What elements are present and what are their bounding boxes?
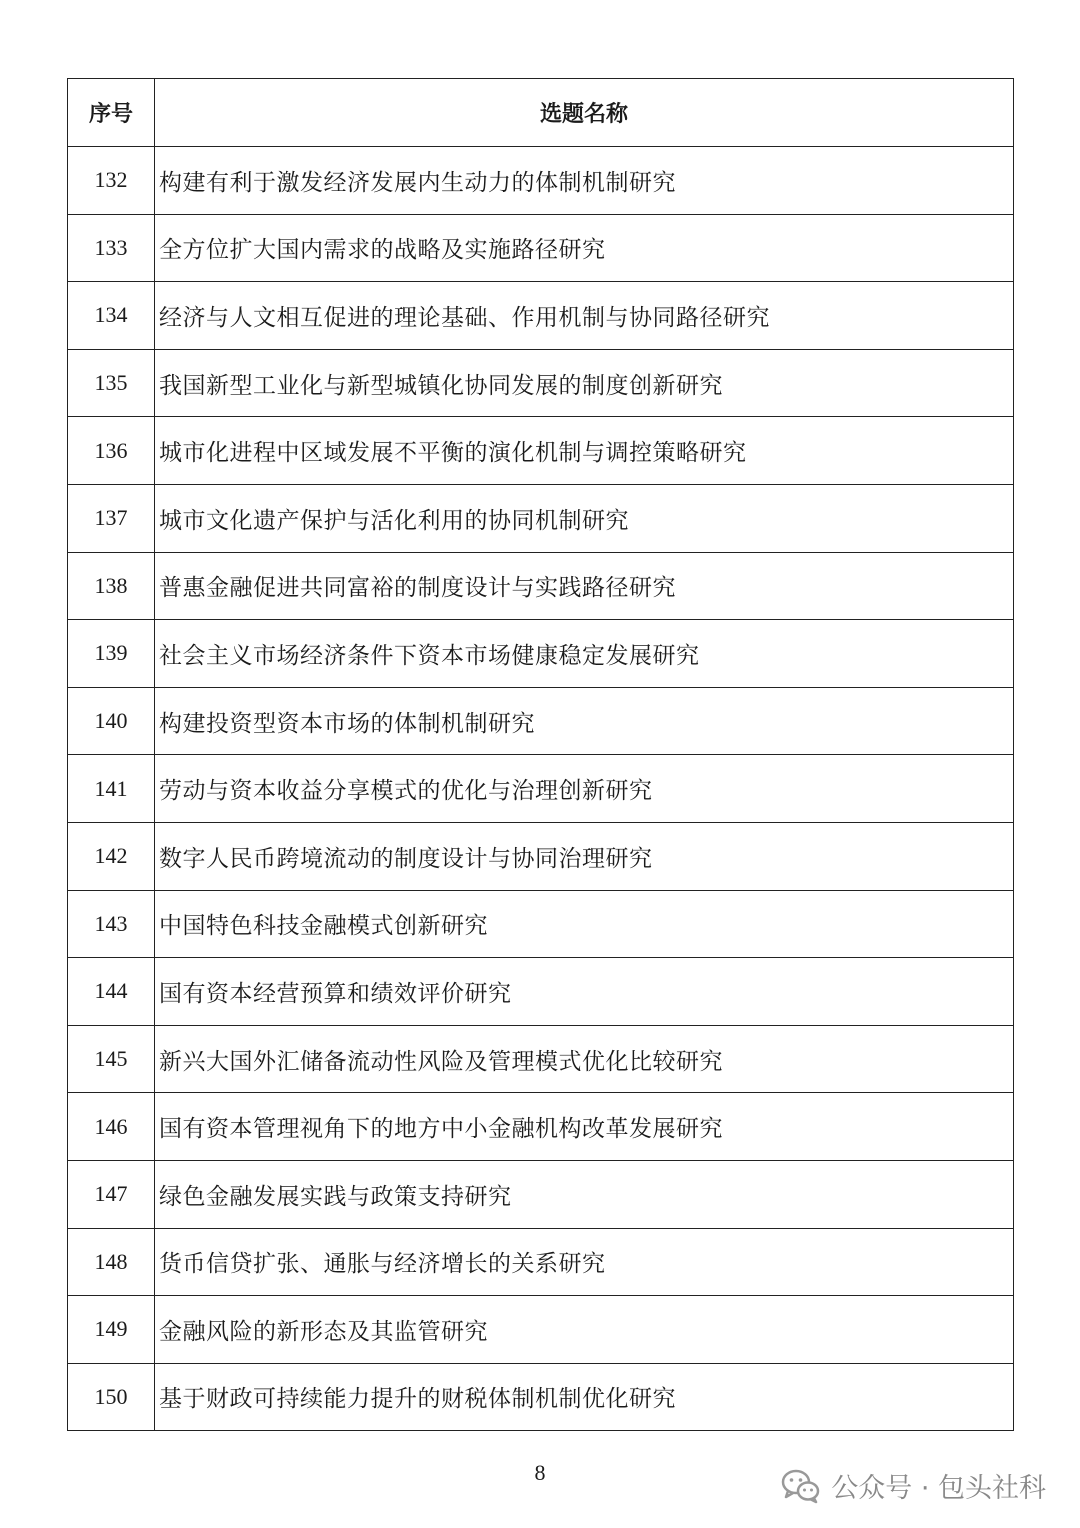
row-number: 139 — [68, 620, 155, 688]
table-row — [68, 214, 1014, 282]
wechat-icon — [781, 1468, 821, 1504]
row-number: 149 — [68, 1296, 155, 1364]
row-title: 全方位扩大国内需求的战略及实施路径研究 — [155, 214, 1014, 282]
row-number: 140 — [68, 687, 155, 755]
row-title: 我国新型工业化与新型城镇化协同发展的制度创新研究 — [155, 349, 1014, 417]
page-number: 8 — [534, 1460, 546, 1485]
row-number: 136 — [68, 417, 155, 485]
row-title: 新兴大国外汇储备流动性风险及管理模式优化比较研究 — [155, 1025, 1014, 1093]
row-number: 145 — [68, 1025, 155, 1093]
row-title: 国有资本管理视角下的地方中小金融机构改革发展研究 — [155, 1093, 1014, 1161]
row-title: 普惠金融促进共同富裕的制度设计与实践路径研究 — [155, 552, 1014, 620]
row-number: 144 — [68, 958, 155, 1026]
table-row — [68, 147, 1014, 215]
table-row — [68, 958, 1014, 1026]
table-body — [68, 147, 1014, 1431]
row-number: 150 — [68, 1363, 155, 1431]
row-number: 132 — [68, 147, 155, 215]
table-header-row — [68, 79, 1014, 147]
header-title: 选题名称 — [155, 79, 1014, 147]
topics-table — [67, 78, 1014, 1431]
row-number: 133 — [68, 214, 155, 282]
row-number: 135 — [68, 349, 155, 417]
table-row — [68, 822, 1014, 890]
table-row — [68, 1093, 1014, 1161]
row-title: 中国特色科技金融模式创新研究 — [155, 890, 1014, 958]
row-title: 金融风险的新形态及其监管研究 — [155, 1296, 1014, 1364]
table-row — [68, 552, 1014, 620]
row-title: 基于财政可持续能力提升的财税体制机制优化研究 — [155, 1363, 1014, 1431]
table-row — [68, 484, 1014, 552]
row-number: 147 — [68, 1160, 155, 1228]
row-number: 142 — [68, 822, 155, 890]
watermark-text: 公众号 · 包头社科 — [831, 1473, 1046, 1504]
row-title: 社会主义市场经济条件下资本市场健康稳定发展研究 — [155, 620, 1014, 688]
row-number: 138 — [68, 552, 155, 620]
row-number: 143 — [68, 890, 155, 958]
table-row — [68, 1228, 1014, 1296]
table-row — [68, 282, 1014, 350]
row-number: 146 — [68, 1093, 155, 1161]
table-row — [68, 687, 1014, 755]
watermark — [781, 1466, 1046, 1505]
row-title: 城市文化遗产保护与活化利用的协同机制研究 — [155, 484, 1014, 552]
row-title: 城市化进程中区域发展不平衡的演化机制与调控策略研究 — [155, 417, 1014, 485]
row-title: 货币信贷扩张、通胀与经济增长的关系研究 — [155, 1228, 1014, 1296]
row-title: 构建投资型资本市场的体制机制研究 — [155, 687, 1014, 755]
table-row — [68, 755, 1014, 823]
row-title: 经济与人文相互促进的理论基础、作用机制与协同路径研究 — [155, 282, 1014, 350]
row-number: 137 — [68, 484, 155, 552]
row-number: 141 — [68, 755, 155, 823]
table-row — [68, 620, 1014, 688]
row-title: 构建有利于激发经济发展内生动力的体制机制研究 — [155, 147, 1014, 215]
row-title: 劳动与资本收益分享模式的优化与治理创新研究 — [155, 755, 1014, 823]
table-row — [68, 890, 1014, 958]
table-row — [68, 1025, 1014, 1093]
row-title: 国有资本经营预算和绩效评价研究 — [155, 958, 1014, 1026]
row-title: 绿色金融发展实践与政策支持研究 — [155, 1160, 1014, 1228]
row-title: 数字人民币跨境流动的制度设计与协同治理研究 — [155, 822, 1014, 890]
row-number: 134 — [68, 282, 155, 350]
row-number: 148 — [68, 1228, 155, 1296]
table-row — [68, 349, 1014, 417]
table-row — [68, 1160, 1014, 1228]
header-number: 序号 — [68, 79, 155, 147]
table-row — [68, 417, 1014, 485]
table-row — [68, 1296, 1014, 1364]
table-row — [68, 1363, 1014, 1431]
